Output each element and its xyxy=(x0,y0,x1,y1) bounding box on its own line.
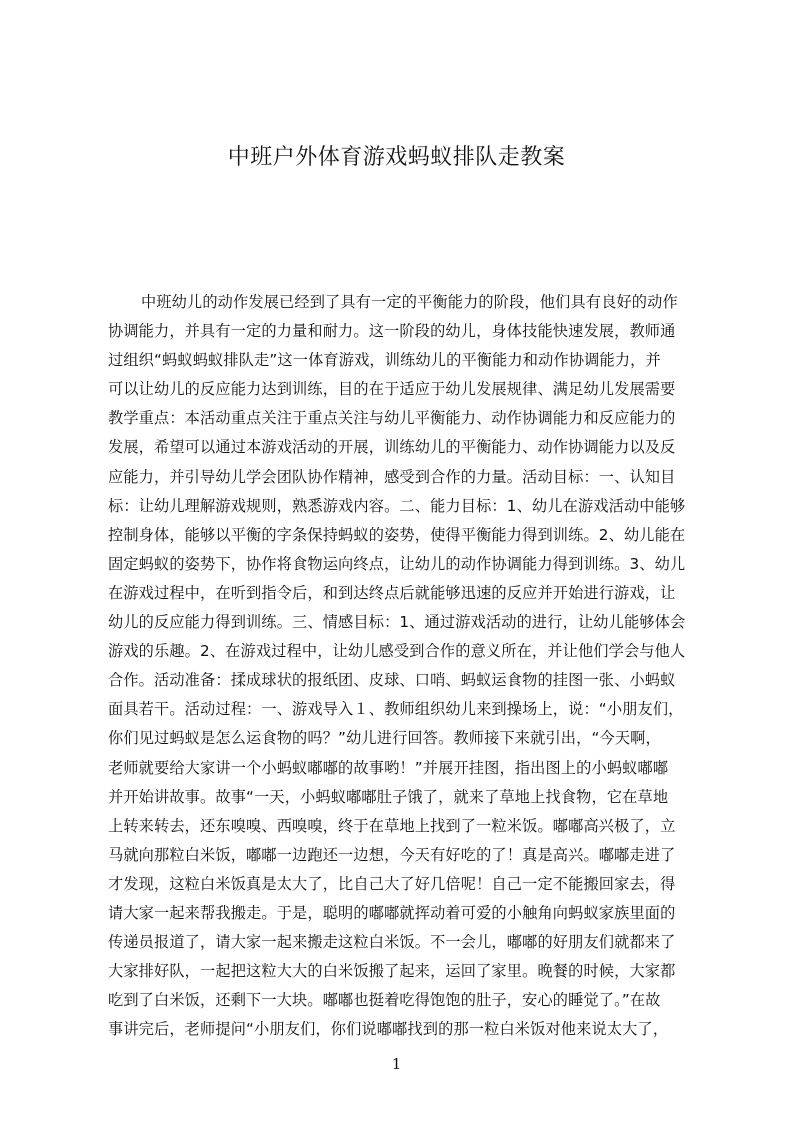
text-line: 标：让幼儿理解游戏规则，熟悉游戏内容。二、能力目标：1、幼儿在游戏活动中能够 xyxy=(108,496,686,515)
text-line: 你们见过蚂蚁是怎么运食物的吗？”幼儿进行回答。教师接下来就引出，“今天啊， xyxy=(108,729,661,748)
text-line: 才发现，这粒白米饭真是太大了，比自己大了好几倍呢！自己一定不能搬回家去，得 xyxy=(108,874,676,893)
text-line: 可以让幼儿的反应能力达到训练，目的在于适应于幼儿发展规律、满足幼儿发展需要 xyxy=(108,380,676,399)
text-line: 应能力，并引导幼儿学会团队协作精神，感受到合作的力量。活动目标：一、认知目 xyxy=(108,467,676,486)
text-line: 吃到了白米饭，还剩下一大块。嘟嘟也挺着吃得饱饱的肚子，安心的睡觉了。”在故 xyxy=(108,991,661,1010)
text-line: 事讲完后，老师提问“小朋友们，你们说嘟嘟找到的那一粒白米饭对他来说太大了， xyxy=(108,1020,669,1039)
text-line: 发展，希望可以通过本游戏活动的开展，训练幼儿的平衡能力、动作协调能力以及反 xyxy=(108,438,676,457)
text-line: 固定蚂蚁的姿势下，协作将食物运向终点，让幼儿的动作协调能力得到训练。3、幼儿 xyxy=(108,554,686,573)
document-title: 中班户外体育游戏蚂蚁排队走教案 xyxy=(227,145,566,170)
page-number: 1 xyxy=(391,1055,402,1073)
text-line: 中班幼儿的动作发展已经到了具有一定的平衡能力的阶段，他们具有良好的动作 xyxy=(141,293,678,311)
text-line: 上转来转去，还东嗅嗅、西嗅嗅，终于在草地上找到了一粒米饭。嘟嘟高兴极了，立 xyxy=(108,816,676,835)
text-line: 面具若干。活动过程：一、游戏导入１、教师组织幼儿来到操场上，说：“小朋友们， xyxy=(108,700,684,719)
text-line: 大家排好队，一起把这粒大大的白米饭搬了起来，运回了家里。晚餐的时候，大家都 xyxy=(108,962,676,981)
text-line: 在游戏过程中，在听到指令后，和到达终点后就能够迅速的反应并开始进行游戏，让 xyxy=(108,583,676,602)
text-line: 教学重点：本活动重点关注于重点关注与幼儿平衡能力、动作协调能力和反应能力的 xyxy=(108,409,676,428)
text-line: 并开始讲故事。故事“一天，小蚂蚁嘟嘟肚子饿了，就来了草地上找食物，它在草地 xyxy=(108,787,669,806)
text-line: 控制身体，能够以平衡的字条保持蚂蚁的姿势，使得平衡能力得到训练。2、幼儿能在 xyxy=(108,525,686,544)
text-line: 协调能力，并具有一定的力量和耐力。这一阶段的幼儿，身体技能快速发展，教师通 xyxy=(108,322,676,341)
text-line: 合作。活动准备：揉成球状的报纸团、皮球、口哨、蚂蚁运食物的挂图一张、小蚂蚁 xyxy=(108,671,676,690)
body-text xyxy=(108,288,699,1040)
text-line: 请大家一起来帮我搬走。于是，聪明的嘟嘟就挥动着可爱的小触角向蚂蚁家族里面的 xyxy=(108,903,676,922)
text-line: 传递员报道了，请大家一起来搬走这粒白米饭。不一会儿，嘟嘟的好朋友们就都来了 xyxy=(108,933,676,952)
text-line: 过组织“蚂蚁蚂蚁排队走”这一体育游戏，训练幼儿的平衡能力和动作协调能力，并 xyxy=(108,351,661,370)
text-line: 马就向那粒白米饭，嘟嘟一边跑还一边想，今天有好吃的了！真是高兴。嘟嘟走进了 xyxy=(108,845,676,864)
text-line: 游戏的乐趣。2、在游戏过程中，让幼儿感受到合作的意义所在，并让他们学会与他人 xyxy=(108,642,686,661)
text-line: 幼儿的反应能力得到训练。三、情感目标：1、通过游戏活动的进行，让幼儿能够体会 xyxy=(108,613,686,632)
text-line: 老师就要给大家讲一个小蚂蚁嘟嘟的故事哟！”并展开挂图，指出图上的小蚂蚁嘟嘟 xyxy=(108,758,669,777)
